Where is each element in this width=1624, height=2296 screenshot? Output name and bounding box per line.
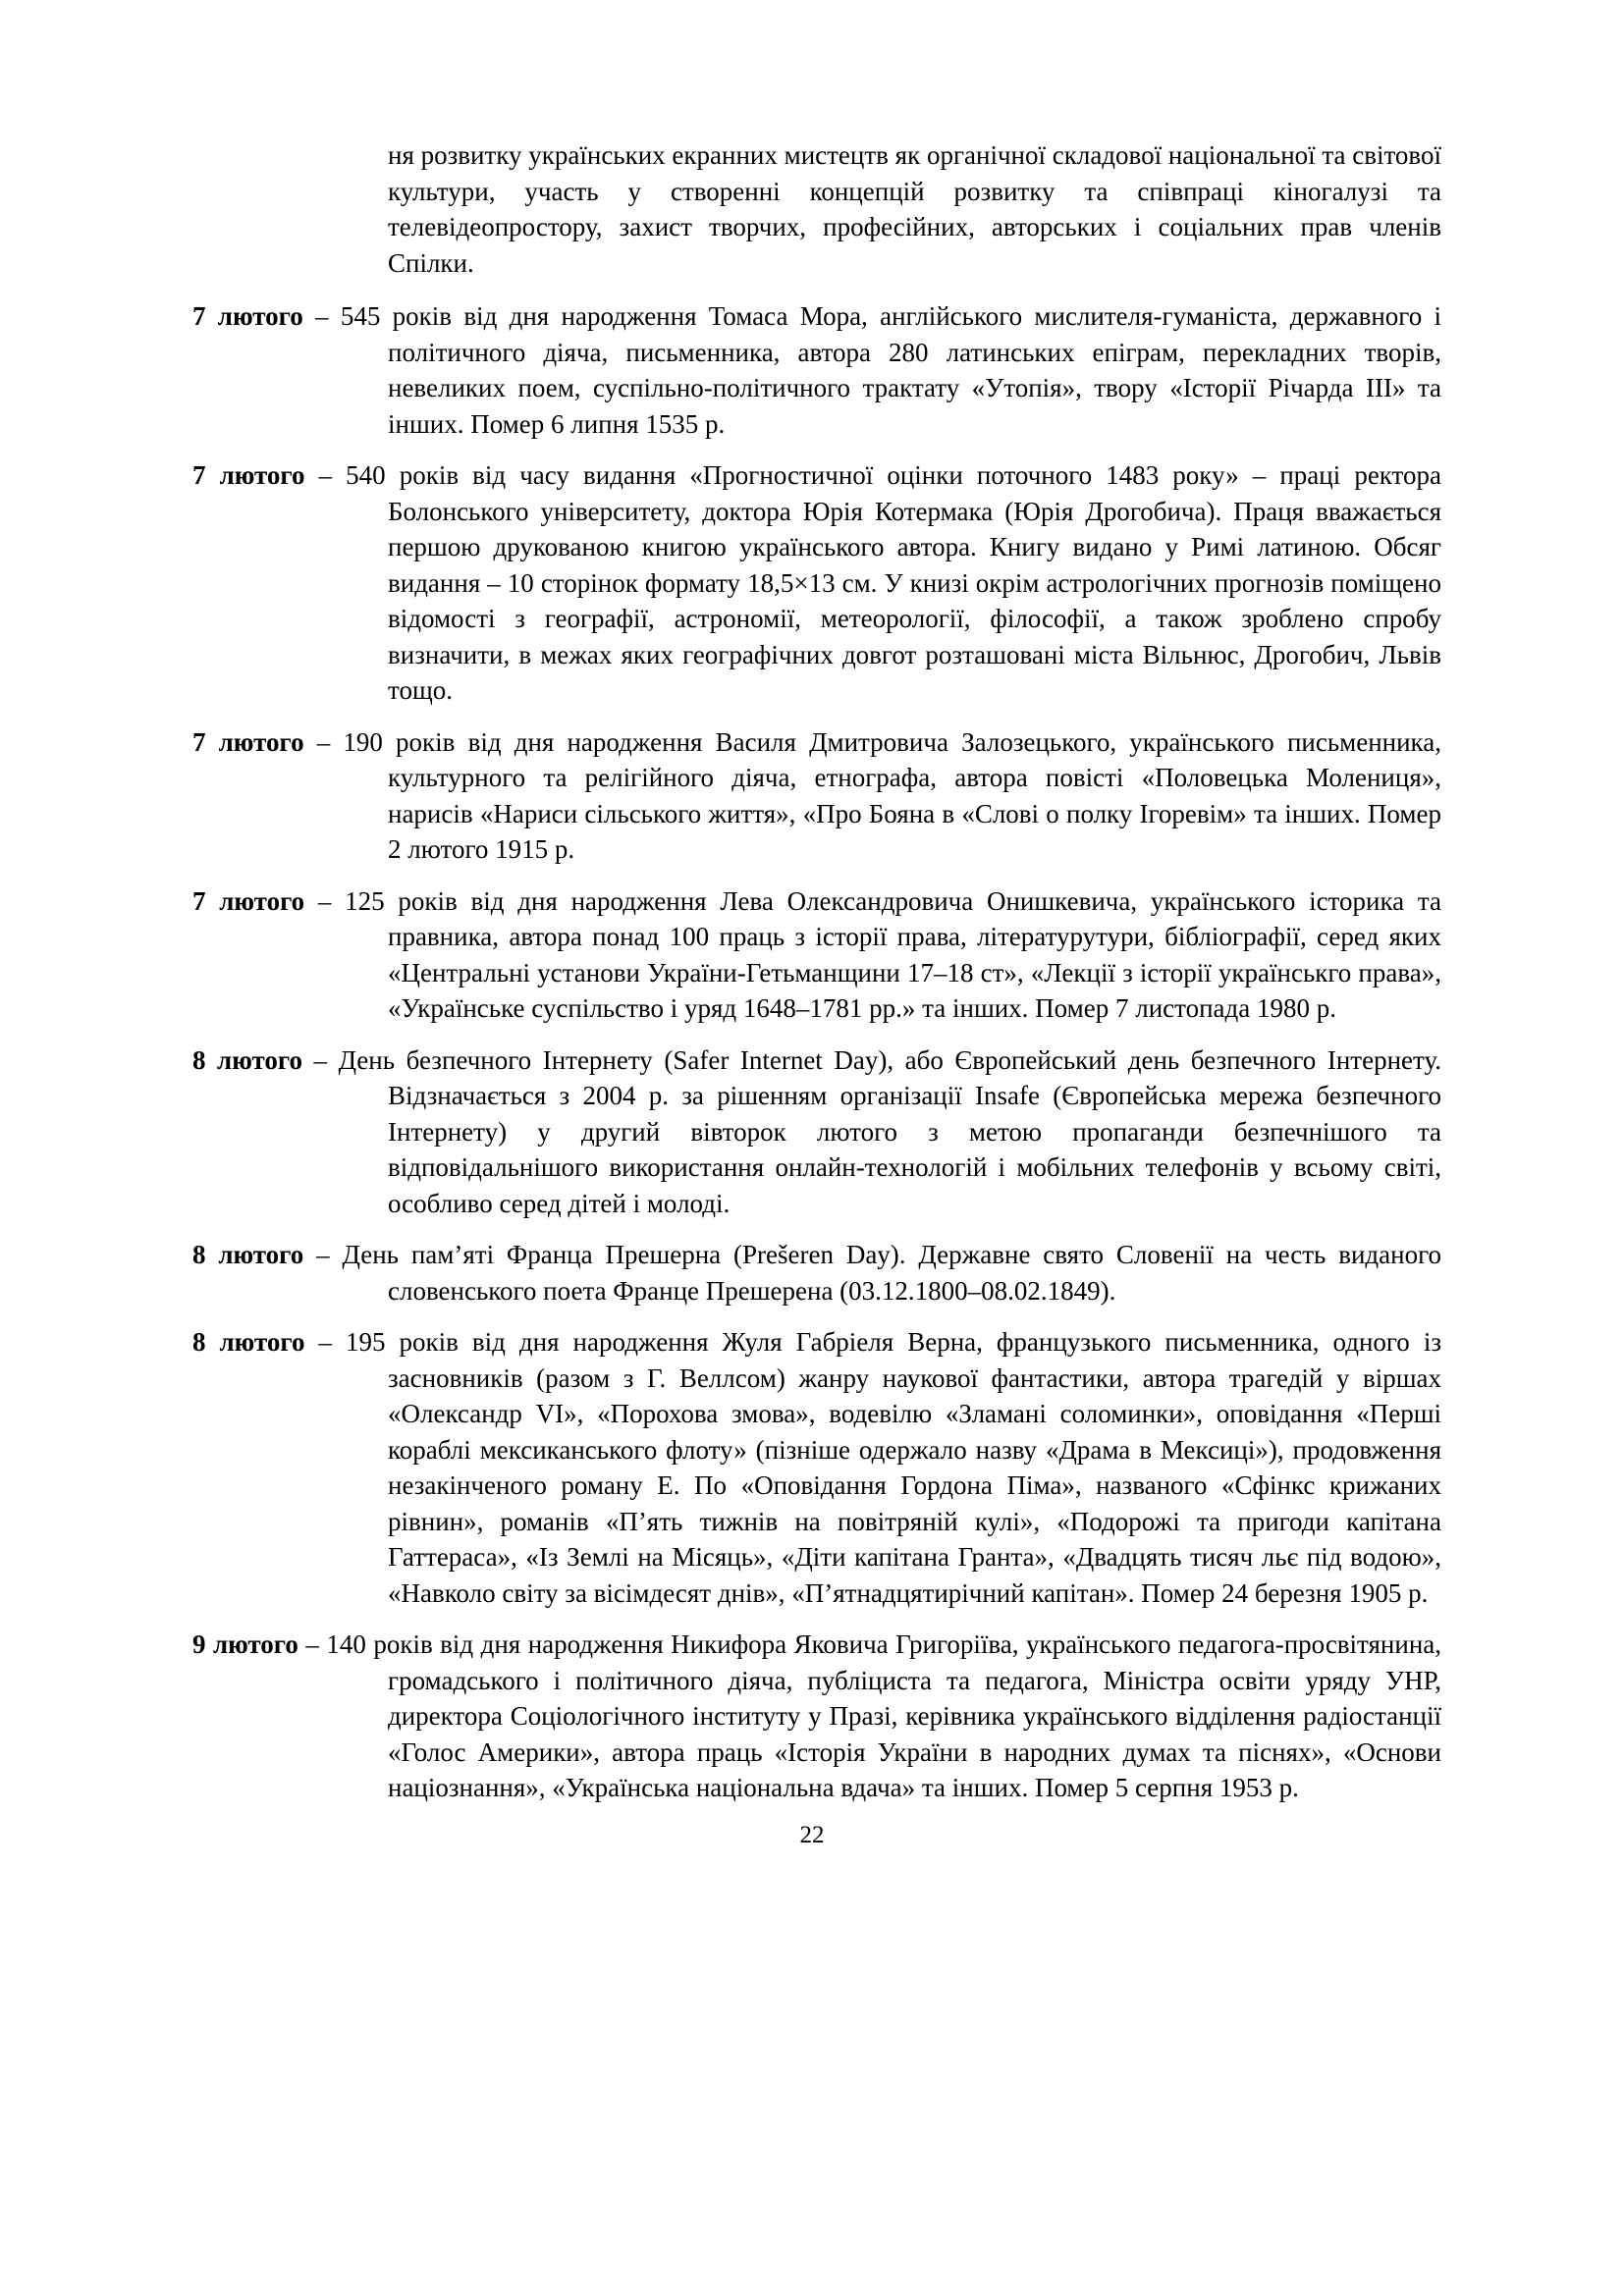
calendar-entry <box>192 883 1441 1027</box>
page-number: 22 <box>799 1822 825 1848</box>
calendar-entry <box>192 298 1441 442</box>
calendar-entry <box>192 457 1441 709</box>
calendar-entry <box>192 1324 1441 1611</box>
entry-text: – 125 років від дня народження Лева Олександровича Онишкевича, українського історика та правника, автора понад 100 праць з історії права, літературутури, бібліографії, серед яких «Центральні установи України-Гетьманщини 17–18 ст», «Лекції з історії українськго права», «Українське суспільство і уряд 1648–1781 рр.» та інших. Помер 7 листопада 1980 р. <box>304 885 1441 1023</box>
entry-text: – 140 років від дня народження Никифора Яковича Григоріїва, українського педагога-просвітянина, громадського і політичного діяча, публіциста та педагога, Міністра освіти уряду УНР, директора Соціологічного інституту у Празі, керівника українського відділення радіостанції «Голос Америки», автора праць «Історія України в народних думах та піснях», «Основи націознання», «Українська національна вдача» та інших. Помер 5 серпня 1953 р. <box>298 1629 1442 1802</box>
calendar-entry <box>192 1627 1441 1806</box>
entry-date: 8 лютого <box>192 1240 304 1269</box>
document-page <box>192 137 1441 1822</box>
entry-date: 8 лютого <box>192 1044 302 1075</box>
entry-date: 8 лютого <box>192 1327 305 1357</box>
calendar-entry <box>192 724 1441 868</box>
calendar-entry <box>192 1042 1441 1222</box>
entry-date: 9 лютого <box>192 1629 298 1659</box>
entry-text: – День пам’яті Франца Прешерна (Prešeren Day). Державне свято Словенії на честь виданого словенського поета Франце Прешерена (03.12.1800–08.02.1849). <box>303 1240 1441 1306</box>
entry-text: – 540 років від часу видання «Прогностичної оцінки поточного 1483 року» – праці ректора Болонського університету, доктора Юрія Котермака (Юрія Дрогобича). Праця вважається першою друкованою книгою українського автора. Книгу видано у Римі латиною. Обсяг видання – 10 сторінок формату 18,5×13 см. У книзі окрім астрологічних прогнозів поміщено відомості з географії, астрономії, метеорології, філософії, а також зроблено спробу визначити, в межах яких географічних довгот розташовані міста Вільнюс, Дрогобич, Львів тощо. <box>304 460 1441 705</box>
entry-text: – 195 років від дня народження Жуля Габріеля Верна, французького письменника, одного із засновників (разом з Г. Веллсом) жанру наукової фантастики, автора трагедій у віршах «Олександр VI», «Порохова змова», водевілю «Зламані соломинки», оповідання «Перші кораблі мексиканського флоту» (пізніше одержало назву «Драма в Мексиці»), продовження незакінченого роману Е. По «Оповідання Гордона Піма», названого «Сфінкс крижаних рівнин», романів «П’ять тижнів на повітряній кулі», «Подорожі та пригоди капітана Гаттераса», «Із Землі на Місяць», «Діти капітана Гранта», «Двадцять тисяч льє під водою», «Навколо світу за вісімдесят днів», «П’ятнадцятирічний капітан». Помер 24 березня 1905 р. <box>304 1327 1441 1608</box>
continuation-paragraph: ня розвитку українських екранних мистецтв як органічної складової національної та світової культури, участь у створенні концепцій розвитку та співпраці кіногалузі та телевідеопростору, захист творчих, професійних, авторських і соціальних прав членів Спілки. <box>388 140 1441 278</box>
entry-text: – 545 років від дня народження Томаса Мора, англійського мислителя-гуманіста, державного і політичного діяча, письменника, автора 280 латинських епіграм, перекладних творів, невеликих поем, суспільно-політичного трактату «Утопія», твору «Історії Річарда III» та інших. Помер 6 липня 1535 р. <box>302 301 1441 439</box>
entry-text: – 190 років від дня народження Василя Дмитровича Залозецького, українського письменника, культурного та релігійного діяча, етнографа, автора повісті «Половецька Молениця», нарисів «Нариси сільського життя», «Про Бояна в «Слові о полку Ігоревім» та інших. Помер 2 лютого 1915 р. <box>303 726 1441 864</box>
entry-date: 7 лютого <box>192 460 305 490</box>
entry-text: – День безпечного Інтернету (Safer Internet Day), або Європейський день безпечного Інтернету. Відзначається з 2004 р. за рішенням організації Insafe (Європейська мережа безпечного Інтернету) у другий вівторок лютого з метою пропаганди безпечнішого та відповідальнішого використання онлайн-технологій і мобільних телефонів у всьому світі, особливо серед дітей і молоді. <box>301 1044 1441 1218</box>
entry-date: 7 лютого <box>192 885 305 916</box>
calendar-entry <box>192 1237 1441 1308</box>
entry-date: 7 лютого <box>192 301 303 331</box>
entry-date: 7 лютого <box>192 726 304 757</box>
